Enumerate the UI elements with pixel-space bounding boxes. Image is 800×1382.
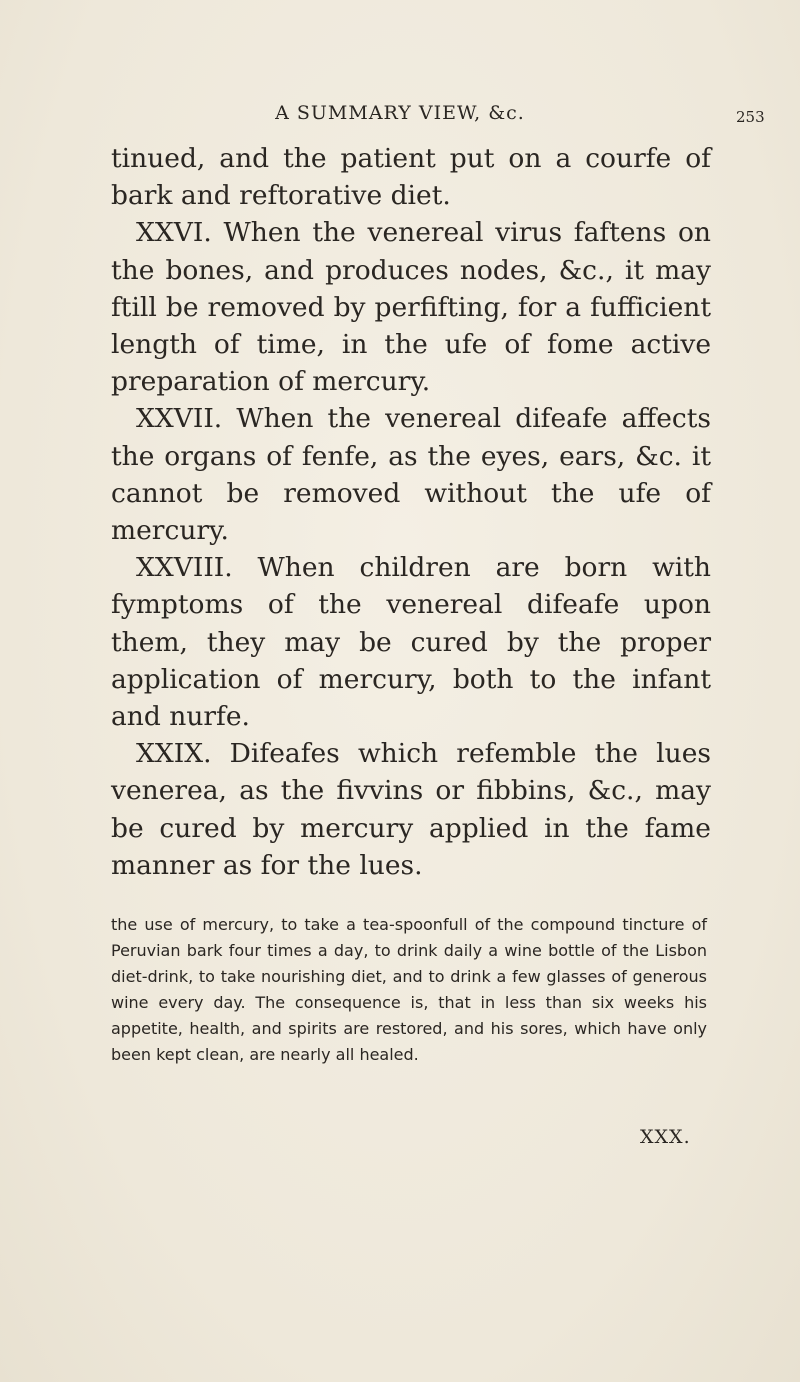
page-number: 253 [736,108,765,126]
paragraph-xxvii: XXVII. When the venereal difeafe affects the organs of fenfe, as the eyes, ears, &c. it cannot be removed without the ufe of mercury. [111,403,711,547]
main-text [111,140,711,884]
paragraph-xxix: XXIX. Difeafes which refemble the lues venerea, as the fivvins or fibbins, &c., may be cured by mercury applied in the fame manner as for the lues. [111,738,711,881]
paragraph-continued: tinued, and the patient put on a courfe of bark and reftorative diet. [111,143,711,212]
paragraph-xxvi: XXVI. When the venereal virus faftens on the bones, and produces nodes, &c., it may ftill be removed by perfifting, for a fufficient length of time, in the ufe of fome active preparation of mercury. [111,217,711,398]
paragraph-xxviii: XXVIII. When children are born with fymptoms of the venereal difeafe upon them, they may be cured by the proper application of mercury, both to the infant and nurfe. [111,552,711,733]
catchword: XXX. [640,1126,691,1148]
footnote: the use of mercury, to take a tea-spoonfull of the compound tincture of Peruvian bark four times a day, to drink daily a wine bottle of the Lisbon diet-drink, to take nourishing diet, and to drink a few glasses of generous wine every day. The consequence is, that in less than six weeks his appetite, health, and spirits are restored, and his sores, which have only been kept clean, are nearly all healed. [111,915,707,1065]
running-head: A SUMMARY VIEW, &c. [275,102,525,124]
